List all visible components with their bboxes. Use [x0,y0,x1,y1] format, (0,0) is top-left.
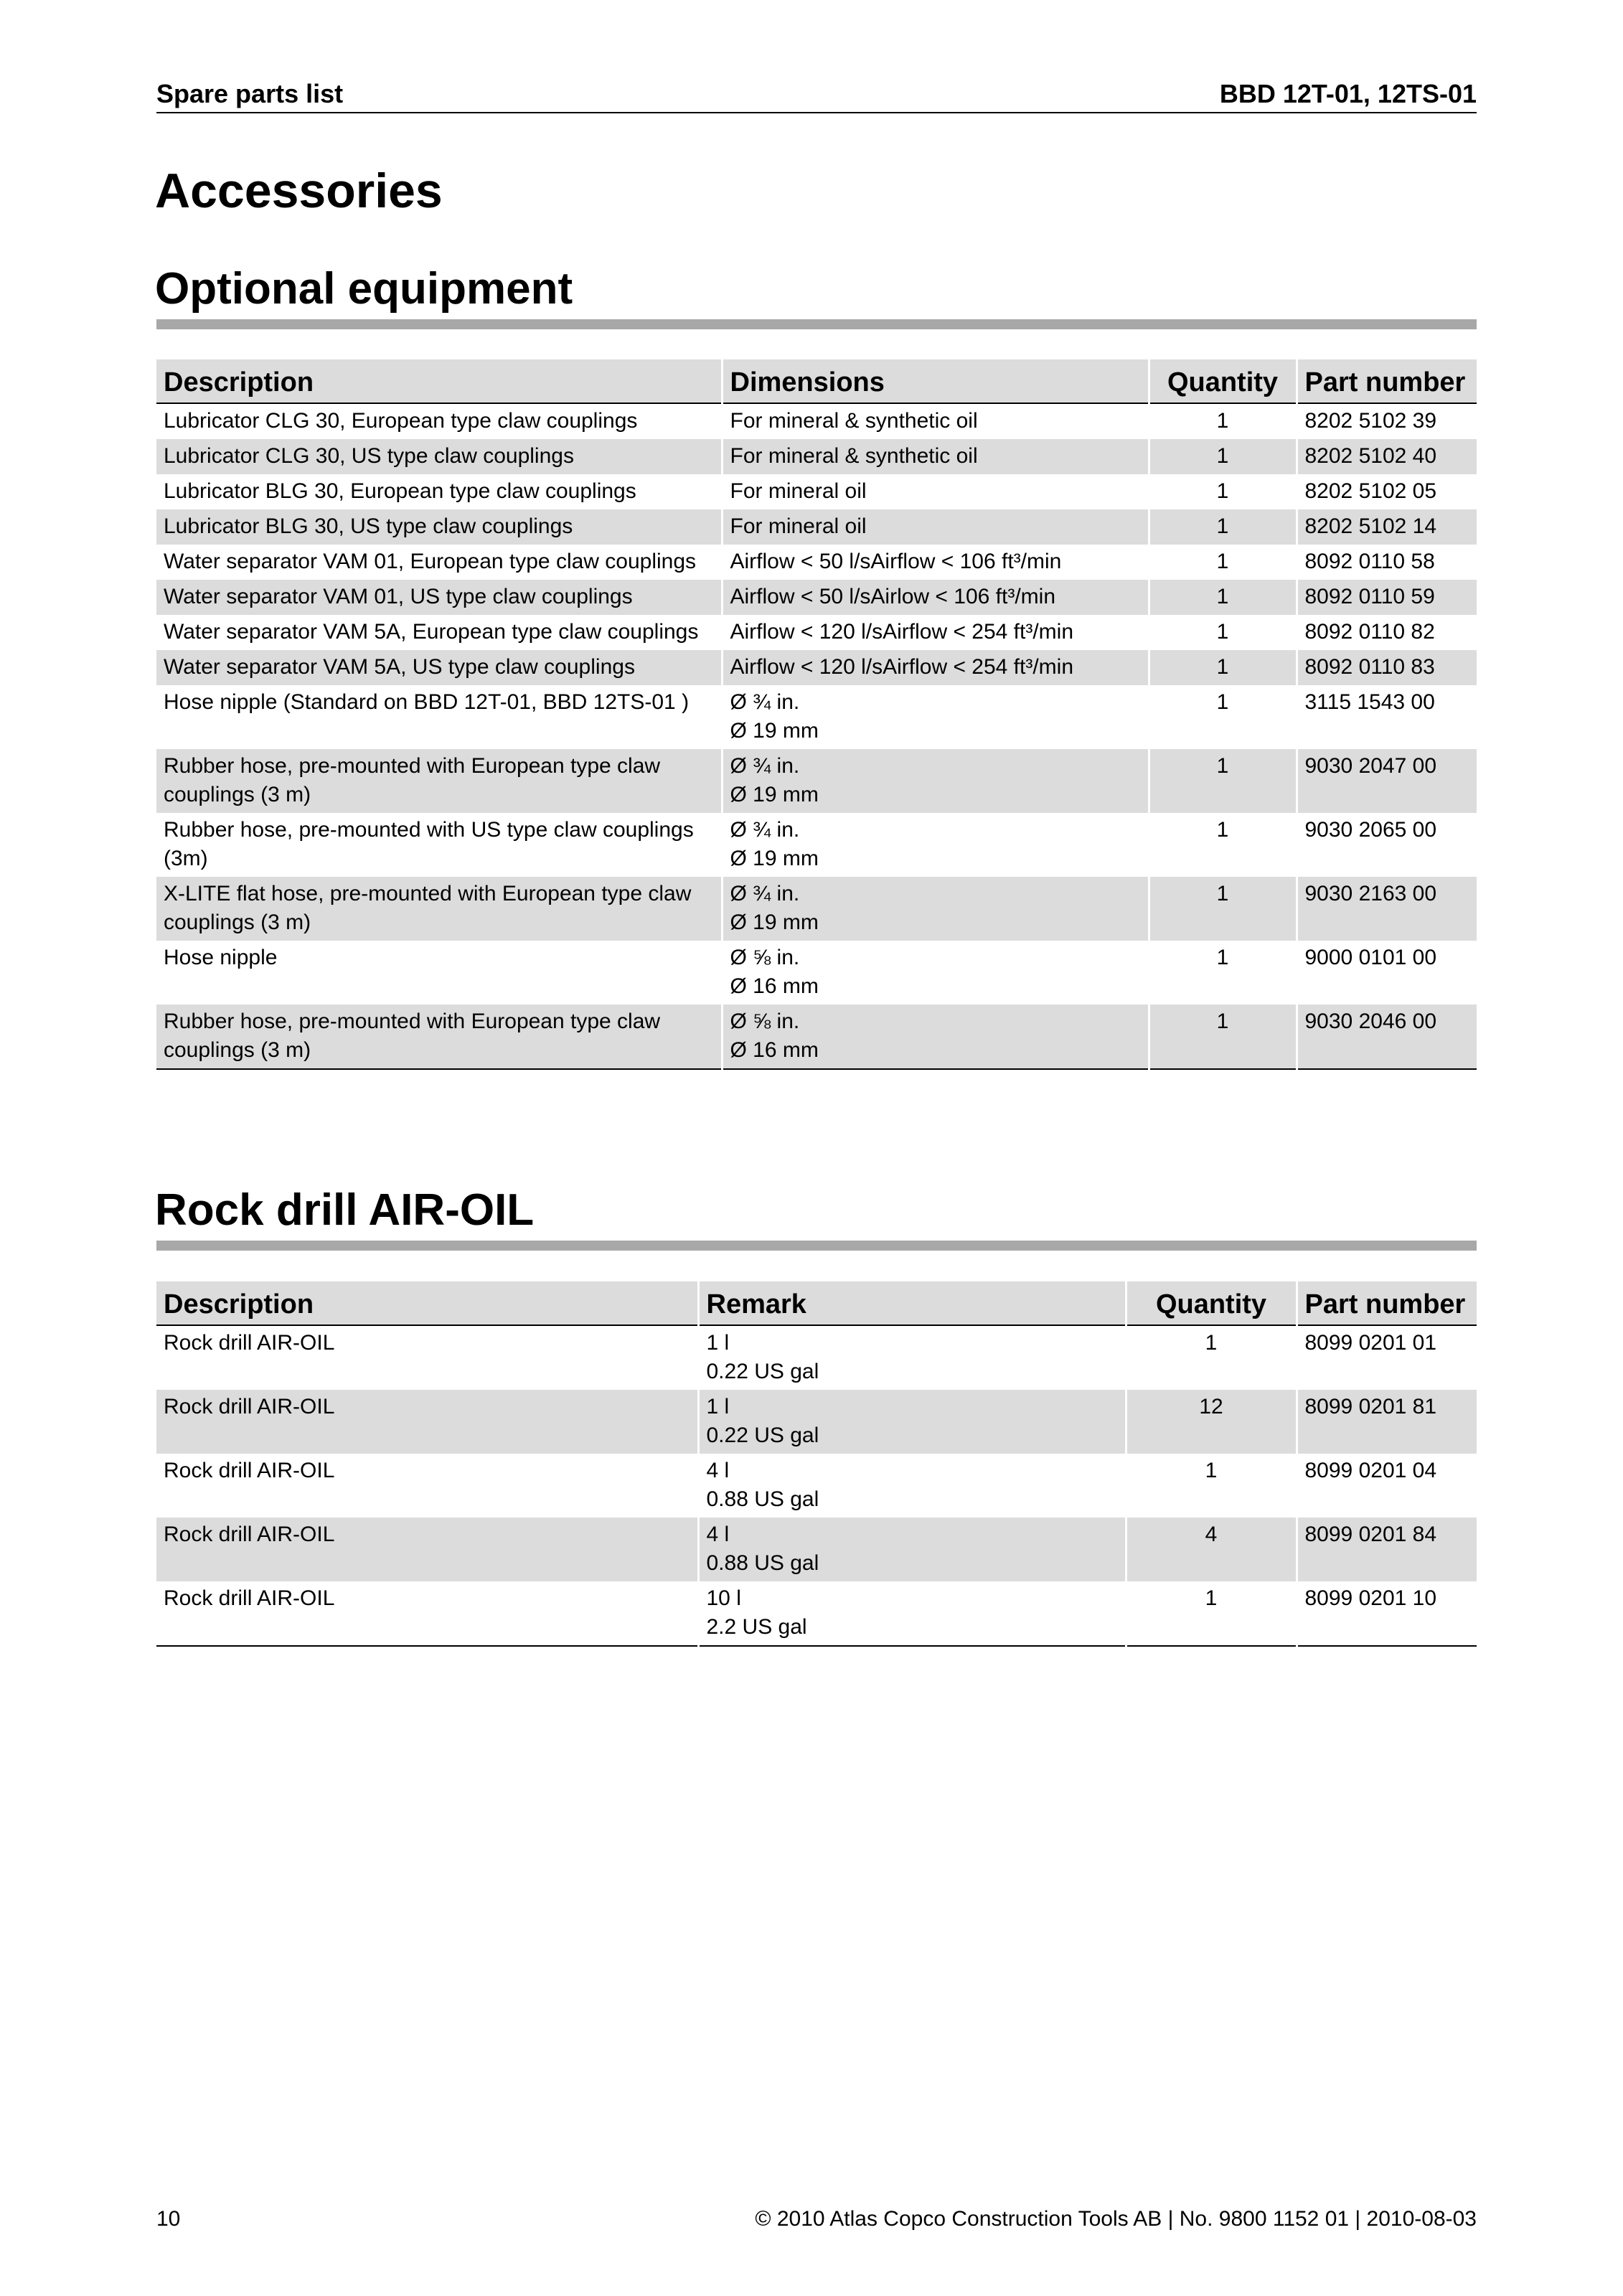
cell-description: Hose nipple (Standard on BBD 12T-01, BBD 12TS-01 ) [156,685,722,749]
column-header-part-number: Part number [1297,1281,1477,1325]
column-header-dimensions: Dimensions [722,359,1149,403]
dimension-line: Ø ¾ in. [730,882,800,905]
dimension-line: 4 l [706,1523,730,1546]
table-row [156,1004,1477,1069]
cell-description: Water separator VAM 01, US type claw couplings [156,580,722,615]
cell-dimensions [722,615,1149,650]
cell-description: Hose nipple [156,941,722,1004]
page-footer [156,2207,1477,2231]
dimension-line: 1 l [706,1331,730,1355]
dimension-line: For mineral oil [730,514,867,538]
table-row [156,1454,1477,1518]
table-row [156,1518,1477,1581]
dimension-line: 0.88 US gal [706,1487,819,1511]
cell-dimensions [722,650,1149,685]
dimension-line: Airflow < 120 l/sAirflow < 254 ft³/min [730,620,1074,644]
cell-quantity: 12 [1126,1390,1297,1454]
table-row [156,615,1477,650]
dimension-line: 4 l [706,1459,730,1482]
cell-dimensions [722,403,1149,439]
cell-dimensions [698,1454,1126,1518]
cell-quantity: 1 [1149,403,1297,439]
cell-part-number: 8202 5102 40 [1297,439,1477,474]
cell-description: Water separator VAM 5A, US type claw couplings [156,650,722,685]
table-row [156,685,1477,749]
dimension-line: 1 l [706,1395,730,1418]
cell-part-number: 8099 0201 10 [1297,1581,1477,1646]
table-row [156,474,1477,509]
cell-part-number: 9030 2163 00 [1297,877,1477,941]
cell-description: Rock drill AIR-OIL [156,1325,698,1390]
column-header-description: Description [156,359,722,403]
table-row [156,545,1477,580]
dimension-line: Airflow < 50 l/sAirflow < 106 ft³/min [730,550,1062,573]
cell-quantity: 1 [1126,1581,1297,1646]
cell-part-number: 9030 2047 00 [1297,749,1477,813]
cell-dimensions [722,509,1149,545]
section-rule [156,319,1477,329]
optional-equipment-table [156,359,1477,1070]
cell-dimensions [722,1004,1149,1069]
cell-part-number: 3115 1543 00 [1304,690,1435,714]
table-row [156,941,1477,1004]
cell-dimensions [722,474,1149,509]
air-oil-table [156,1281,1477,1647]
cell-description: X-LITE flat hose, pre-mounted with European type claw couplings (3 m) [156,877,722,941]
cell-dimensions [722,813,1149,877]
cell-description: Lubricator BLG 30, US type claw couplings [156,509,722,545]
table-header-row [156,359,1477,403]
cell-description: Rubber hose, pre-mounted with US type claw couplings (3m) [156,813,722,877]
column-header-quantity: Quantity [1126,1281,1297,1325]
dimension-line: Ø 19 mm [730,911,819,934]
table-header-row [156,1281,1477,1325]
table-row [156,403,1477,439]
cell-description: Rock drill AIR-OIL [156,1518,698,1581]
cell-description: Water separator VAM 01, European type claw couplings [156,545,722,580]
table-row [156,1390,1477,1454]
cell-part-number: 9030 2046 00 [1297,1004,1477,1069]
cell-description: Water separator VAM 5A, European type claw couplings [156,615,722,650]
cell-quantity: 1 [1149,474,1297,509]
section-rule [156,1241,1477,1251]
cell-quantity: 4 [1126,1518,1297,1581]
cell-part-number: 8099 0201 01 [1304,1331,1437,1355]
cell-description: Lubricator CLG 30, European type claw couplings [156,403,722,439]
cell-quantity: 1 [1149,615,1297,650]
page-title: Accessories [155,164,443,218]
dimension-line: Ø ¾ in. [730,818,800,842]
table-row [156,509,1477,545]
cell-description: Rubber hose, pre-mounted with European type claw couplings (3 m) [156,1004,722,1069]
dimension-line: Ø 19 mm [730,719,819,743]
cell-description: Lubricator BLG 30, European type claw couplings [156,474,722,509]
dimension-line: Ø 16 mm [730,974,819,998]
cell-part-number: 9000 0101 00 [1304,946,1437,969]
header-model: BBD 12T-01, 12TS-01 [1219,79,1477,108]
dimension-line: 0.22 US gal [706,1424,819,1447]
cell-part-number: 8092 0110 59 [1297,580,1477,615]
section-heading-optional-equipment: Optional equipment [155,264,573,314]
copyright-notice: © 2010 Atlas Copco Construction Tools AB | No. 9800 1152 01 | 2010-08-03 [755,2207,1477,2231]
cell-part-number: 8092 0110 83 [1297,650,1477,685]
section-heading-rock-drill-air-oil: Rock drill AIR-OIL [155,1185,535,1235]
table-row [156,813,1477,877]
cell-part-number: 8202 5102 05 [1304,479,1437,503]
dimension-line: Ø ¾ in. [730,690,800,714]
table-row [156,439,1477,474]
table-row [156,749,1477,813]
cell-quantity: 1 [1149,580,1297,615]
dimension-line: For mineral & synthetic oil [730,444,978,468]
cell-quantity: 1 [1149,877,1297,941]
table-row [156,580,1477,615]
dimension-line: 2.2 US gal [706,1615,807,1639]
column-header-remark: Remark [698,1281,1126,1325]
dimension-line: 0.22 US gal [706,1360,819,1383]
column-header-quantity: Quantity [1149,359,1297,403]
cell-quantity: 1 [1149,1004,1297,1069]
cell-description: Rock drill AIR-OIL [156,1581,698,1646]
cell-part-number: 9030 2065 00 [1304,818,1437,842]
cell-part-number: 8202 5102 14 [1297,509,1477,545]
dimension-line: For mineral oil [730,479,867,503]
cell-description: Lubricator CLG 30, US type claw couplings [156,439,722,474]
cell-part-number: 8092 0110 82 [1304,620,1435,644]
column-header-part-number: Part number [1297,359,1477,403]
cell-part-number: 8202 5102 39 [1304,409,1437,433]
cell-quantity: 1 [1149,749,1297,813]
dimension-line: For mineral & synthetic oil [730,409,978,433]
table-row [156,1581,1477,1646]
cell-dimensions [722,877,1149,941]
table-row [156,650,1477,685]
air-oil-rows [156,1325,1477,1646]
header-doc-type: Spare parts list [156,79,344,108]
cell-quantity: 1 [1149,545,1297,580]
optional-equipment-rows [156,403,1477,1069]
dimension-line: Ø ¾ in. [730,754,800,778]
cell-dimensions [698,1581,1126,1646]
dimension-line: Ø 19 mm [730,847,819,870]
dimension-line: Airflow < 50 l/sAirlow < 106 ft³/min [730,585,1056,608]
cell-quantity: 1 [1149,941,1297,1004]
cell-dimensions [722,545,1149,580]
dimension-line: 10 l [706,1586,741,1610]
dimension-line: Ø ⅝ in. [730,1010,800,1033]
dimension-line: Airflow < 120 l/sAirflow < 254 ft³/min [730,655,1074,679]
column-header-description: Description [156,1281,698,1325]
cell-quantity: 1 [1126,1454,1297,1518]
cell-dimensions [698,1518,1126,1581]
cell-dimensions [698,1325,1126,1390]
dimension-line: Ø 16 mm [730,1038,819,1062]
table-row [156,1325,1477,1390]
cell-dimensions [722,439,1149,474]
cell-quantity: 1 [1126,1325,1297,1390]
table-row [156,877,1477,941]
cell-part-number: 8092 0110 58 [1304,550,1435,573]
cell-quantity: 1 [1149,439,1297,474]
cell-quantity: 1 [1149,509,1297,545]
dimension-line: Ø 19 mm [730,783,819,806]
cell-quantity: 1 [1149,650,1297,685]
cell-dimensions [722,941,1149,1004]
cell-part-number: 8099 0201 04 [1304,1459,1437,1482]
cell-part-number: 8099 0201 81 [1297,1390,1477,1454]
cell-description: Rubber hose, pre-mounted with European type claw couplings (3 m) [156,749,722,813]
dimension-line: 0.88 US gal [706,1551,819,1575]
cell-dimensions [722,685,1149,749]
running-header [156,77,1477,113]
cell-dimensions [722,580,1149,615]
cell-description: Rock drill AIR-OIL [156,1390,698,1454]
cell-dimensions [722,749,1149,813]
page-number: 10 [156,2207,181,2231]
cell-part-number: 8099 0201 84 [1297,1518,1477,1581]
cell-quantity: 1 [1149,685,1297,749]
cell-description: Rock drill AIR-OIL [156,1454,698,1518]
cell-dimensions [698,1390,1126,1454]
cell-quantity: 1 [1149,813,1297,877]
dimension-line: Ø ⅝ in. [730,946,800,969]
